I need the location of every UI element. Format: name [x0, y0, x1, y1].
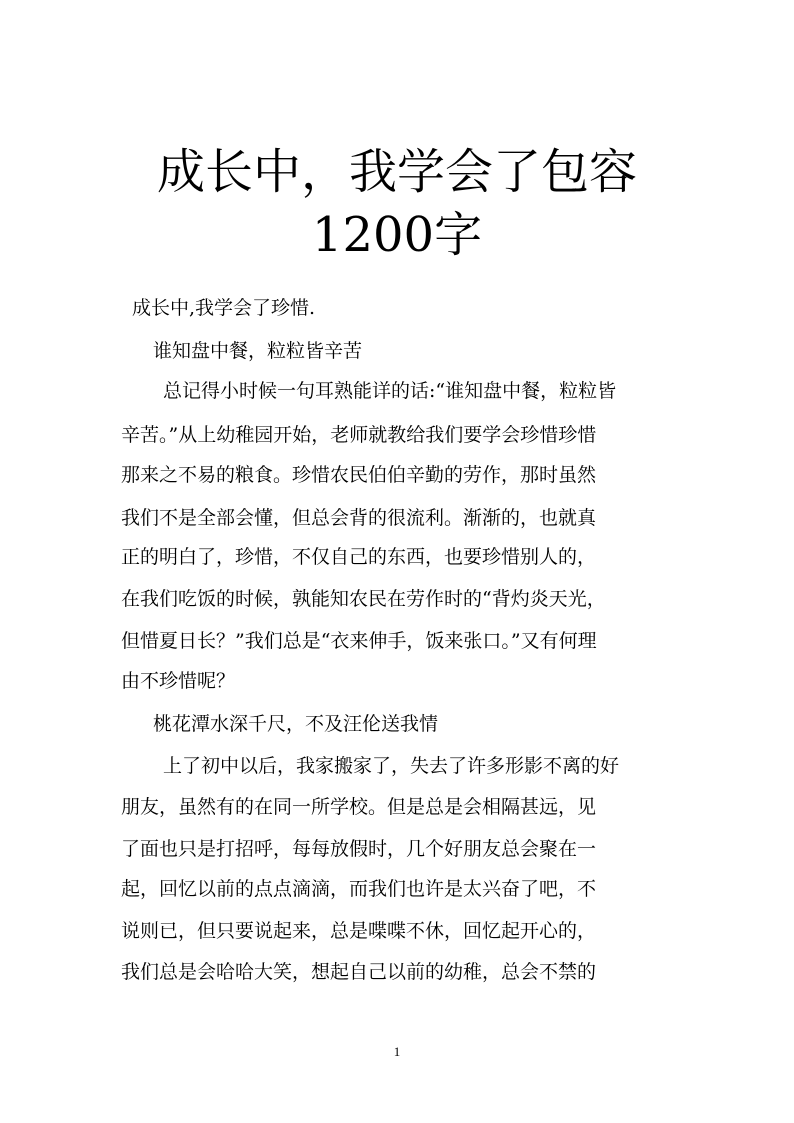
section1-line: 正的明白了，珍惜，不仅自己的东西，也要珍惜别人的，: [121, 546, 597, 568]
section2-line: 起，回忆以前的点点滴滴，而我们也许是太兴奋了吧，不: [121, 878, 597, 900]
section1-line: 在我们吃饭的时候，孰能知农民在劳作时的“背灼炎天光，: [121, 588, 606, 610]
section1-line: 总记得小时候一句耳熟能详的话:“谁知盘中餐，粒粒皆: [163, 380, 617, 402]
page-number: 1: [393, 1044, 401, 1059]
intro-line: 成长中,我学会了珍惜.: [132, 297, 316, 319]
section2-line: 说则已，但只要说起来，总是喋喋不休，回忆起开心的，: [121, 920, 597, 942]
section2-line: 朋友，虽然有的在同一所学校。但是总是会相隔甚远，见: [121, 796, 597, 818]
document-title-line-1: 成长中，我学会了包容: [156, 144, 637, 200]
section2-line: 上了初中以后，我家搬家了，失去了许多形影不离的好: [163, 755, 620, 777]
section1-line: 我们不是全部会懂，但总会背的很流利。渐渐的，也就真: [121, 507, 597, 529]
section1-line: 那来之不易的粮食。珍惜农民伯伯辛勤的劳作，那时虽然: [121, 464, 597, 486]
section2-heading: 桃花潭水深千尺，不及汪伦送我情: [153, 713, 439, 735]
section1-line: 辛苦。”从上幼稚园开始，老师就教给我们要学会珍惜珍惜: [121, 424, 597, 446]
section2-line: 我们总是会哈哈大笑，想起自己以前的幼稚，总会不禁的: [121, 961, 597, 983]
section2-line: 了面也只是打招呼，每每放假时，几个好朋友总会聚在一: [121, 838, 597, 860]
document-title-line-2: 1200字: [311, 207, 483, 263]
section1-line: 但惜夏日长？”我们总是“衣来伸手，饭来张口。”又有何理: [121, 630, 597, 652]
section1-heading: 谁知盘中餐，粒粒皆辛苦: [153, 340, 363, 362]
section1-line: 由不珍惜呢？: [121, 670, 236, 692]
